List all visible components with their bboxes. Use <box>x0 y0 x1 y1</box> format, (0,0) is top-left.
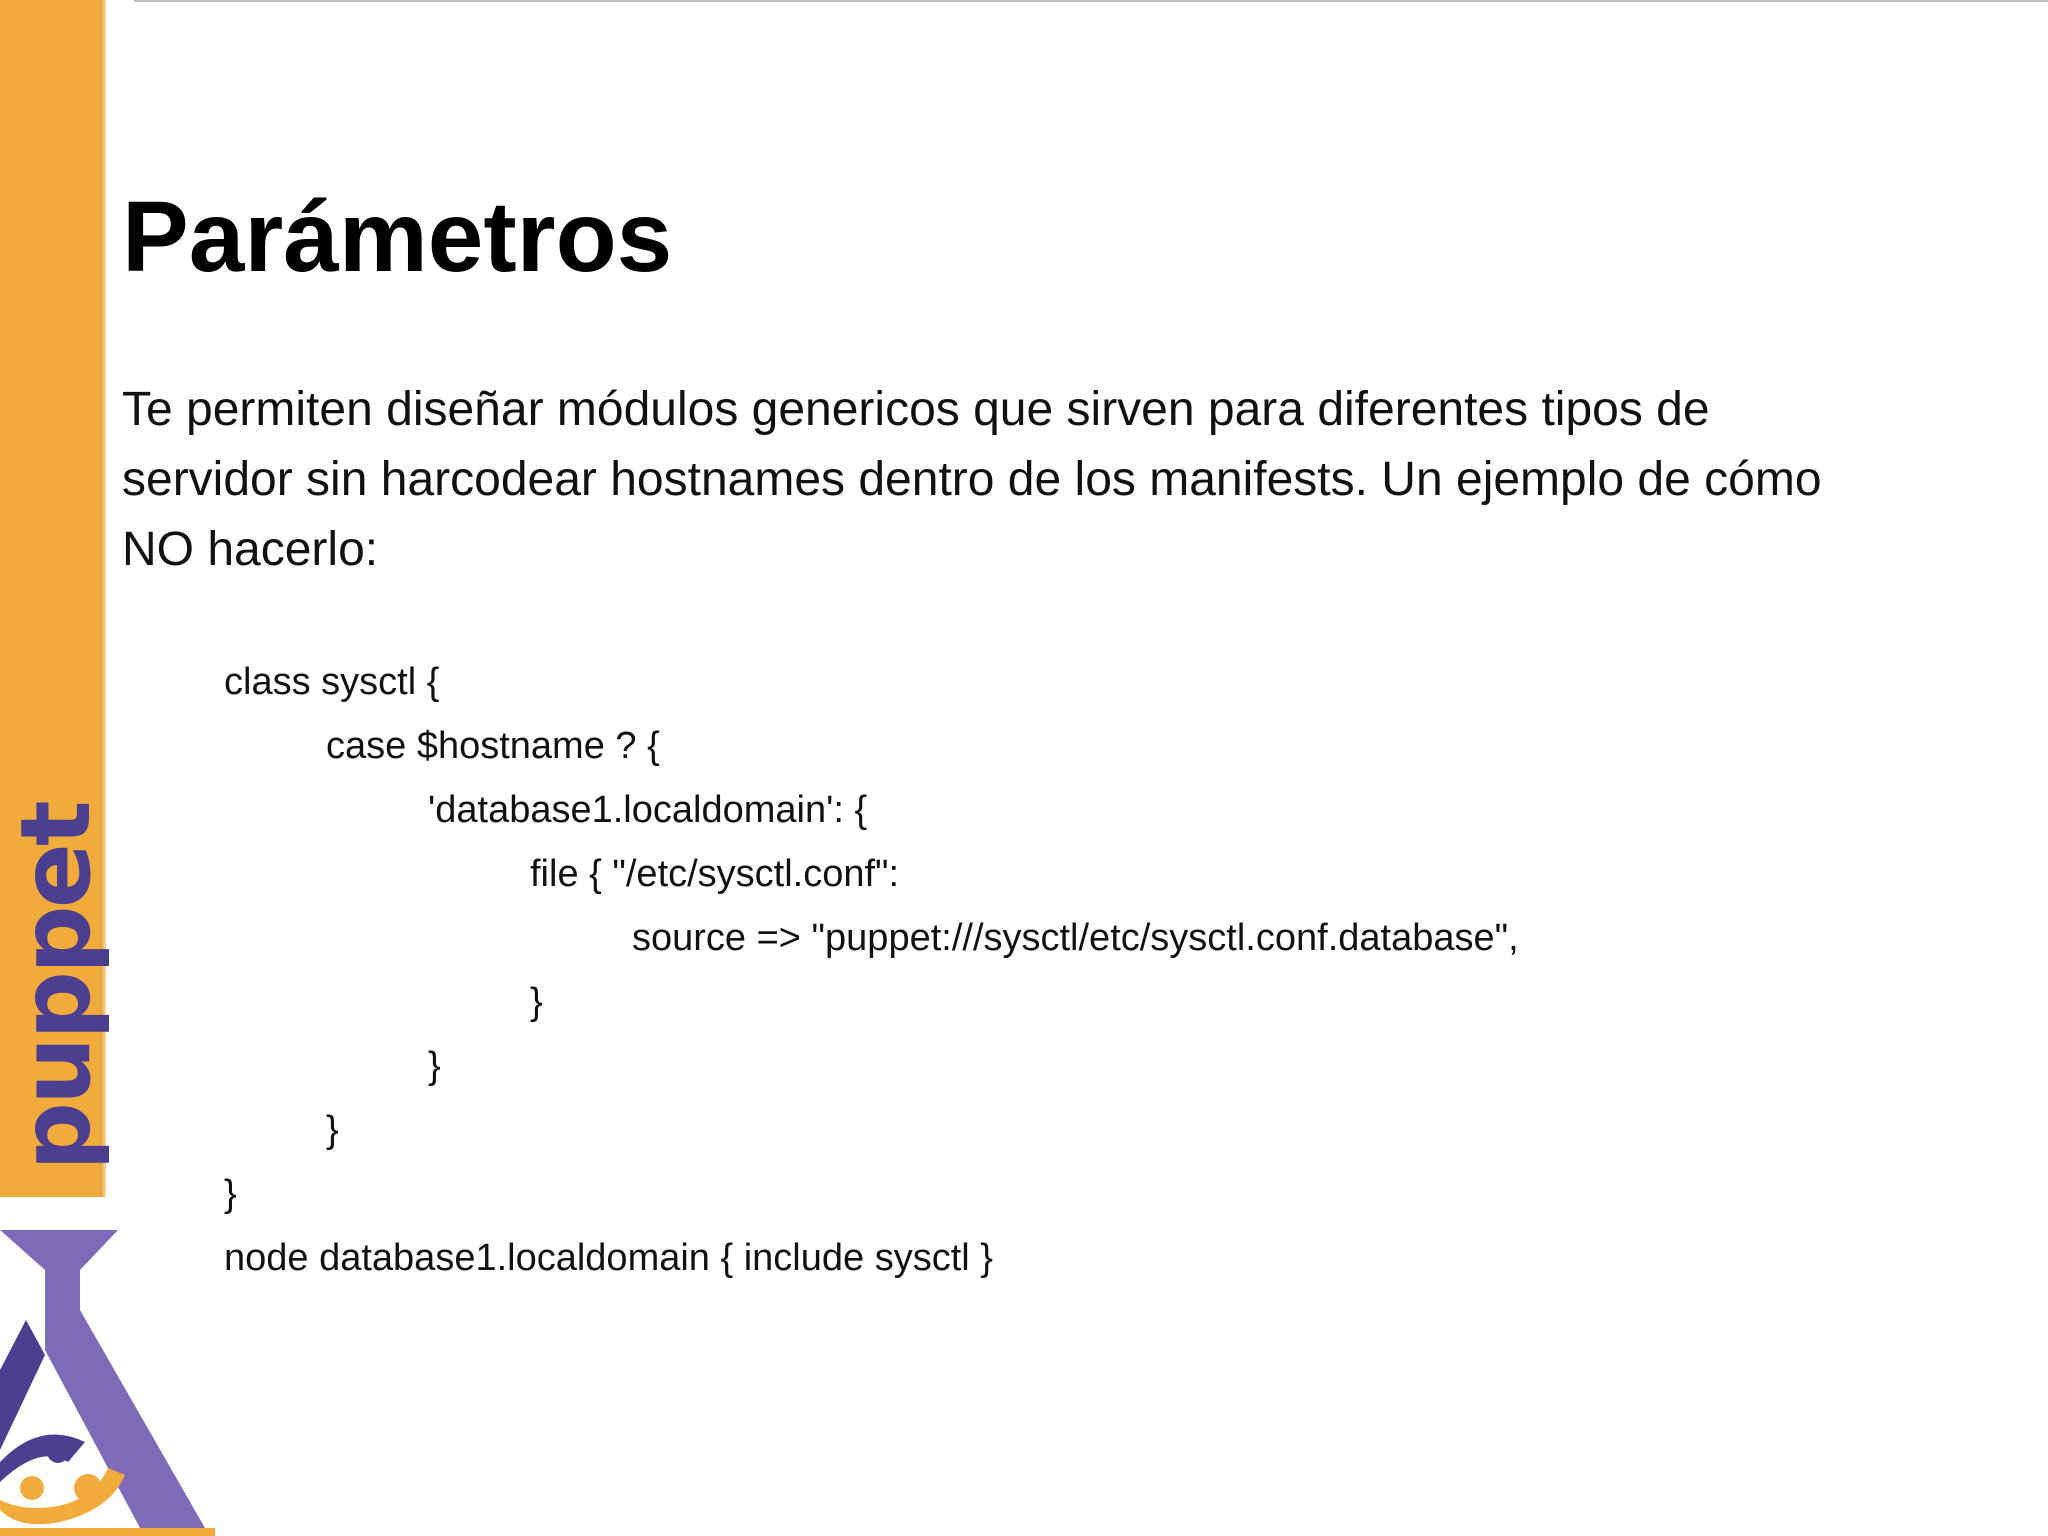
slide-body-text: Te permiten diseñar módulos genericos que sirven para diferentes tipos de servidor sin harcodear hostnames dentro de los manifests. Un ejemplo de cómo NO hacerlo: <box>122 383 1822 576</box>
top-divider <box>134 0 2048 2</box>
code-line: source => "puppet:///sysctl/etc/sysctl.conf.database", <box>632 917 1519 959</box>
code-line: } <box>224 1173 237 1215</box>
code-line: node database1.localdomain { include sysctl } <box>224 1237 993 1279</box>
code-line: file { "/etc/sysctl.conf": <box>530 853 900 895</box>
slide-title: Parámetros <box>122 181 673 293</box>
code-line: 'database1.localdomain': { <box>428 789 868 831</box>
code-line: } <box>530 981 543 1023</box>
code-example <box>224 650 1519 1290</box>
code-line: class sysctl { <box>224 661 440 703</box>
code-line: } <box>428 1045 441 1087</box>
code-line: } <box>326 1109 339 1151</box>
puppet-wordmark: puppet <box>0 803 112 1171</box>
code-line: case $hostname ? { <box>326 725 660 767</box>
puppet-labs-flask-logo-icon <box>0 1230 215 1536</box>
